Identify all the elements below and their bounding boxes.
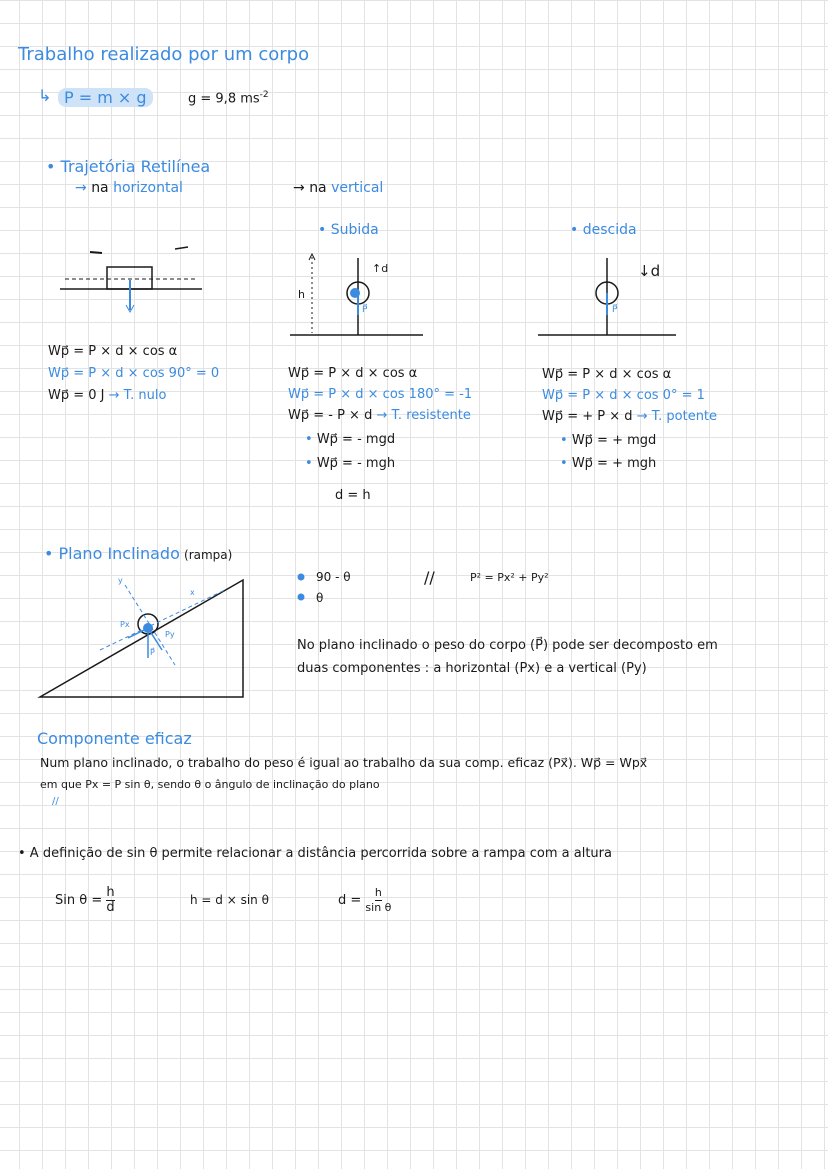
- eficaz-mark: //: [52, 796, 59, 807]
- gravity-value: g = 9,8 $ms^{-2}$: [188, 90, 269, 107]
- subida-eq3: Wp⃗ = - P × d → T. resistente: [288, 408, 471, 423]
- subida-diagram: [290, 254, 423, 335]
- angle-2: θ: [316, 591, 324, 605]
- descida-eq2: Wp⃗ = P × d × cos 0° = 1: [542, 388, 705, 403]
- sin-definition: • A definição de sin θ permite relacionar a distância percorrida sobre a rampa com a altura: [18, 846, 612, 861]
- subida-bullet2: • Wp⃗ = - mgh: [305, 456, 396, 471]
- ramp-p-label: P⃗: [150, 648, 155, 657]
- trajectory-heading: • Trajetória Retilínea: [46, 157, 211, 176]
- pythagoras: P² = Px² + Py²: [470, 571, 549, 584]
- subida-h-label: h: [298, 288, 305, 301]
- subida-note: d = h: [335, 488, 371, 503]
- page-title: Trabalho realizado por um corpo: [18, 44, 310, 65]
- eficaz-line-2: em que Px = P sin θ, sendo θ o ângulo de inclinação do plano: [40, 778, 380, 791]
- plano-text-2: duas componentes : a horizontal (Px) e a vertical (Py): [297, 661, 647, 676]
- vertical-heading: → na vertical: [293, 180, 384, 196]
- formula-h: h = d × sin θ: [190, 893, 269, 907]
- eficaz-heading: Componente eficaz: [37, 729, 192, 748]
- horizontal-eq2: Wp⃗ = P × d × cos 90° = 0: [48, 366, 220, 381]
- descida-heading: • descida: [570, 222, 637, 238]
- ramp-y-label: y: [118, 576, 123, 585]
- plano-heading: • Plano Inclinado (rampa): [44, 544, 233, 563]
- formula-d: d = $\frac{h}{\text{sin θ}}$: [338, 886, 392, 914]
- bullet-dots: [298, 574, 305, 601]
- ramp-py-label: Py: [165, 630, 175, 639]
- descida-eq1: Wp⃗ = P × d × cos α: [542, 367, 672, 382]
- subida-bullet1: • Wp⃗ = - mgd: [305, 432, 396, 447]
- formula-sin: Sin θ = $\frac{h}{d}$: [55, 885, 115, 915]
- subida-eq1: Wp⃗ = P × d × cos α: [288, 366, 418, 381]
- horizontal-heading: → na horizontal: [75, 180, 183, 196]
- descida-eq3: Wp⃗ = + P × d → T. potente: [542, 409, 718, 424]
- horizontal-eq1: Wp⃗ = P × d × cos α: [48, 344, 178, 359]
- subida-eq2: Wp⃗ = P × d × cos 180° = -1: [288, 387, 473, 402]
- horizontal-diagram: [60, 247, 202, 312]
- ramp-x-label: x: [190, 588, 195, 597]
- plano-text-1: No plano inclinado o peso do corpo (P⃗) pode ser decomposto em: [297, 638, 718, 653]
- separator-mark: //: [424, 568, 435, 587]
- descida-bullet2: • Wp⃗ = + mgh: [560, 456, 657, 471]
- subida-heading: • Subida: [318, 222, 379, 238]
- descida-p-label: P⃗: [612, 305, 618, 315]
- horizontal-eq3: Wp⃗ = 0 J → T. nulo: [48, 388, 167, 403]
- angle-1: 90 - θ: [316, 570, 351, 584]
- weight-formula: P = m × g: [58, 88, 153, 107]
- subida-d-label: ↑d: [372, 262, 389, 275]
- ramp-px-label: Px: [120, 620, 130, 629]
- eficaz-line-1: Num plano inclinado, o trabalho do peso é igual ao trabalho da sua comp. eficaz (Px⃗). Wp⃗ = Wpx⃗: [40, 755, 648, 770]
- descida-bullet1: • Wp⃗ = + mgd: [560, 433, 657, 448]
- subida-p-label: P⃗: [362, 305, 368, 315]
- ramp-diagram: [40, 580, 243, 697]
- hook-arrow-icon: ↳: [38, 86, 52, 105]
- descida-d-label: ↓d: [638, 262, 661, 280]
